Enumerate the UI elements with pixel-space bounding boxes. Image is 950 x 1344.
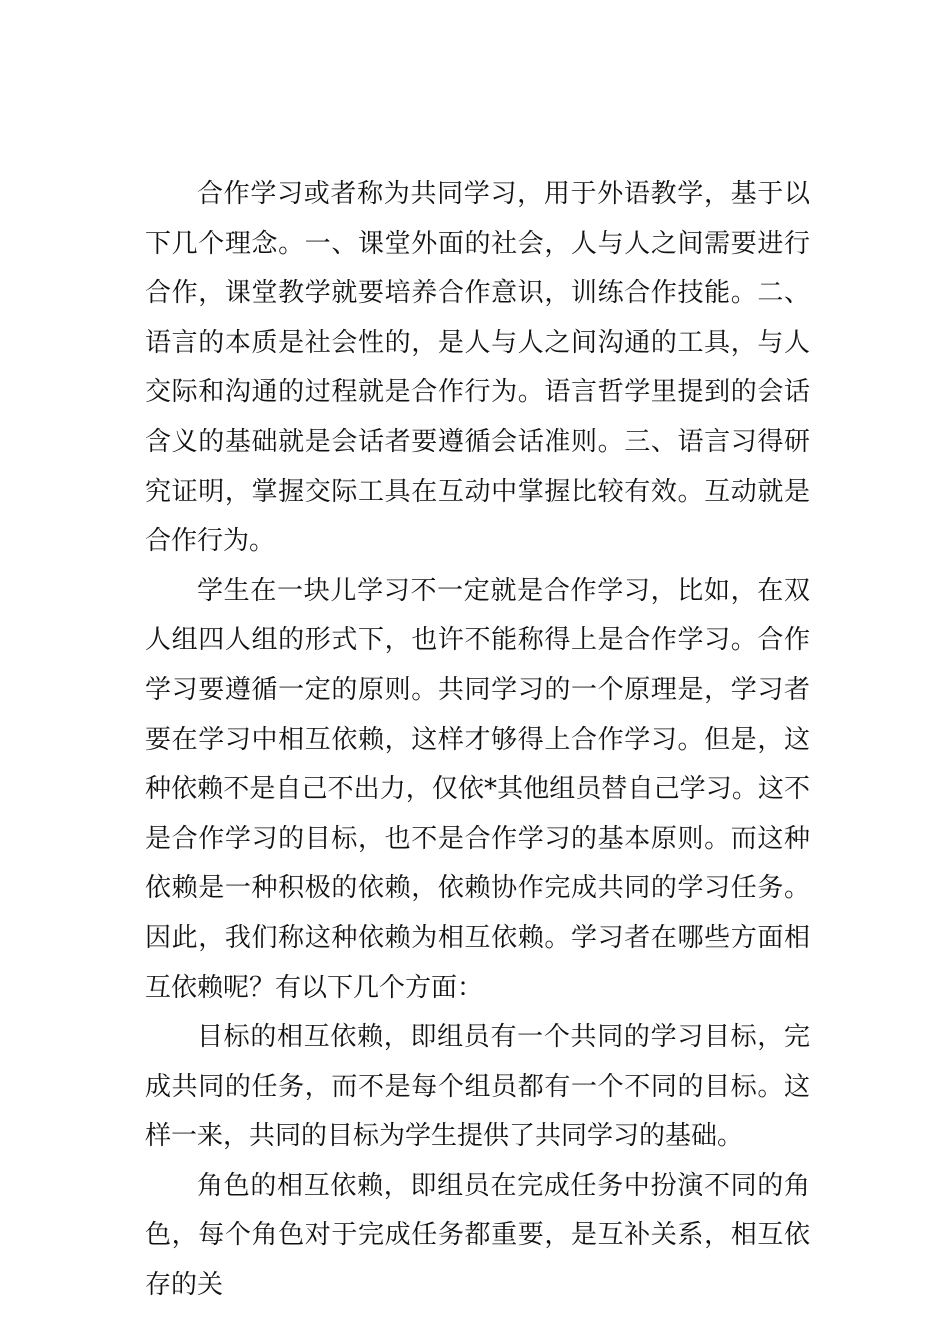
paragraph-4: 角色的相互依赖，即组员在完成任务中扮演不同的角色，每个角色对于完成任务都重要，是互补关系，相互依存的关 bbox=[145, 1170, 810, 1301]
paragraph-3: 目标的相互依赖，即组员有一个共同的学习目标，完成共同的任务，而不是每个组员都有一个不同的目标。这样一来，共同的目标为学生提供了共同学习的基础。 bbox=[145, 1022, 810, 1152]
paragraph-2: 学生在一块儿学习不一定就是合作学习，比如，在双人组四人组的形式下，也许不能称得上是合作学习。合作学习要遵循一定的原则。共同学习的一个原理是，学习者要在学习中相互依赖，这样才够得上合作学习。但是，这种依赖不是自己不出力，仅依*其他组员替自己学习。这不是合作学习的目标，也不是合作学习的基本原则。而这种依赖是一种积极的依赖，依赖协作完成共同的学习任务。因此，我们称这种依赖为相互依赖。学习者在哪些方面相互依赖呢？有以下几个方面： bbox=[145, 575, 810, 1003]
paragraph-1: 合作学习或者称为共同学习，用于外语教学，基于以下几个理念。一、课堂外面的社会，人与人之间需要进行合作，课堂教学就要培养合作意识，训练合作技能。二、语言的本质是社会性的，是人与人之间沟通的工具，与人交际和沟通的过程就是合作行为。语言哲学里提到的会话含义的基础就是会话者要遵循会话准则。三、语言习得研究证明，掌握交际工具在互动中掌握比较有效。互动就是合作行为。 bbox=[145, 179, 810, 557]
document-body bbox=[145, 170, 810, 1311]
